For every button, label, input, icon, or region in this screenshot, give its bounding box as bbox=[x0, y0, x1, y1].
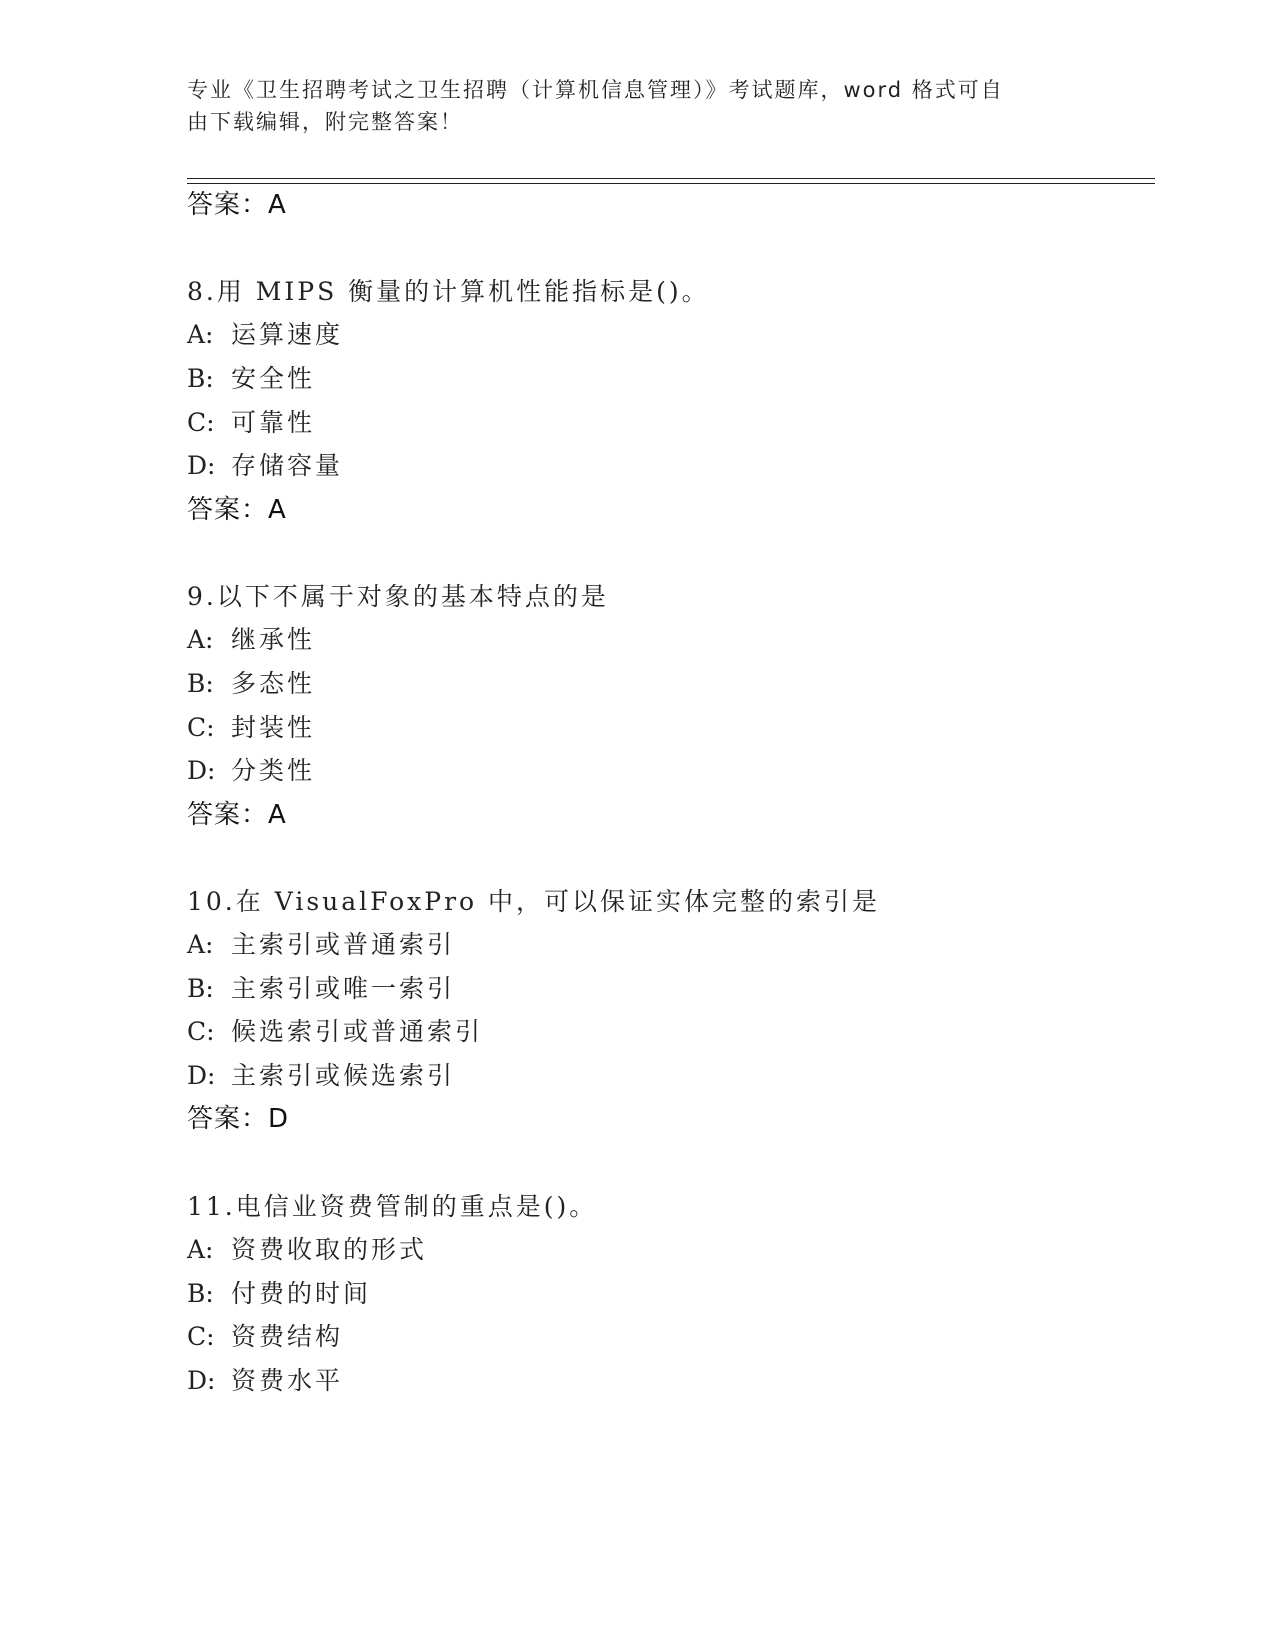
option-a bbox=[187, 930, 455, 960]
document-header bbox=[187, 74, 1067, 138]
option-text: 存储容量 bbox=[231, 451, 344, 480]
option-text: 继承性 bbox=[231, 625, 316, 654]
option-b bbox=[187, 974, 455, 1004]
question-stem: 9.以下不属于对象的基本特点的是 bbox=[187, 582, 609, 611]
option-a bbox=[187, 1235, 427, 1265]
option-text: 资费结构 bbox=[231, 1322, 344, 1351]
previous-answer: 答案：A bbox=[187, 190, 287, 220]
option-letter: C: bbox=[187, 1322, 215, 1351]
option-text: 封装性 bbox=[231, 713, 316, 742]
option-c bbox=[187, 1017, 483, 1047]
option-letter: A: bbox=[187, 930, 214, 959]
option-c bbox=[187, 408, 315, 438]
option-a bbox=[187, 320, 343, 350]
option-b bbox=[187, 364, 315, 394]
option-letter: B: bbox=[187, 364, 214, 393]
option-b bbox=[187, 1279, 371, 1309]
question-stem: 8.用 MIPS 衡量的计算机性能指标是()。 bbox=[187, 277, 710, 306]
answer: 答案：A bbox=[187, 800, 287, 830]
option-letter: D: bbox=[187, 1366, 216, 1395]
answer: 答案：A bbox=[187, 495, 287, 525]
option-text: 安全性 bbox=[231, 364, 316, 393]
option-text: 候选索引或普通索引 bbox=[231, 1017, 484, 1046]
option-text: 可靠性 bbox=[231, 408, 316, 437]
option-text: 资费水平 bbox=[231, 1366, 344, 1395]
option-d bbox=[187, 451, 343, 481]
option-text: 付费的时间 bbox=[231, 1279, 372, 1308]
option-text: 主索引或候选索引 bbox=[231, 1061, 456, 1090]
option-text: 主索引或普通索引 bbox=[231, 930, 456, 959]
option-text: 分类性 bbox=[231, 756, 316, 785]
option-letter: D: bbox=[187, 451, 216, 480]
option-letter: C: bbox=[187, 713, 215, 742]
option-text: 多态性 bbox=[231, 669, 316, 698]
option-letter: C: bbox=[187, 408, 215, 437]
option-text: 主索引或唯一索引 bbox=[231, 974, 456, 1003]
option-letter: B: bbox=[187, 669, 214, 698]
option-letter: C: bbox=[187, 1017, 215, 1046]
answer: 答案：D bbox=[187, 1104, 290, 1134]
option-letter: D: bbox=[187, 756, 216, 785]
option-letter: A: bbox=[187, 1235, 214, 1264]
option-text: 运算速度 bbox=[231, 320, 344, 349]
option-c bbox=[187, 1322, 343, 1352]
option-d bbox=[187, 1366, 343, 1396]
option-letter: D: bbox=[187, 1061, 216, 1090]
option-letter: A: bbox=[187, 320, 214, 349]
header-divider-top bbox=[187, 178, 1155, 179]
option-d bbox=[187, 1061, 455, 1091]
option-b bbox=[187, 669, 315, 699]
question-stem: 11.电信业资费管制的重点是()。 bbox=[187, 1192, 598, 1221]
header-divider-bottom bbox=[187, 183, 1155, 184]
option-letter: A: bbox=[187, 625, 214, 654]
option-letter: B: bbox=[187, 974, 214, 1003]
option-a bbox=[187, 625, 315, 655]
option-c bbox=[187, 713, 315, 743]
option-letter: B: bbox=[187, 1279, 214, 1308]
option-d bbox=[187, 756, 315, 786]
question-stem: 10.在 VisualFoxPro 中，可以保证实体完整的索引是 bbox=[187, 887, 881, 916]
header-line-2: 由下载编辑，附完整答案！ bbox=[187, 110, 463, 134]
option-text: 资费收取的形式 bbox=[231, 1235, 428, 1264]
header-line-1: 专业《卫生招聘考试之卫生招聘（计算机信息管理）》考试题库，word 格式可自 bbox=[187, 78, 1004, 102]
